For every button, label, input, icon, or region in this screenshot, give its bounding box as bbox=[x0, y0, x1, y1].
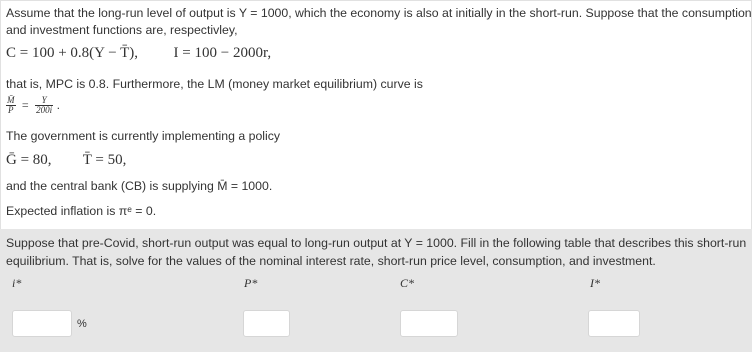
government-spending: Ḡ = 80, bbox=[6, 152, 52, 168]
lm-equals: = bbox=[21, 97, 29, 112]
task-line-2: equilibrium. That is, solve for the values of the nominal interest rate, short-run price level, consumption, and investment. bbox=[6, 254, 656, 268]
central-bank-text: and the central bank (CB) is supplying M̄ = 1000. bbox=[6, 179, 273, 193]
expected-inflation-text: Expected inflation is πᵉ = 0. bbox=[6, 204, 157, 218]
policy-text: The government is currently implementing a policy bbox=[6, 129, 281, 143]
lm-rhs-fraction bbox=[35, 96, 53, 115]
lm-rhs-numerator: Y bbox=[35, 96, 53, 106]
interest-rate-input[interactable] bbox=[12, 310, 72, 337]
policy-values-row bbox=[6, 152, 126, 168]
equations-row bbox=[6, 45, 271, 61]
lm-end: . bbox=[56, 97, 60, 112]
lm-curve-equation bbox=[6, 96, 60, 120]
lm-lhs-denominator: P bbox=[8, 105, 14, 115]
investment-equation: I = 100 − 2000r, bbox=[173, 45, 272, 61]
lm-lhs-fraction bbox=[6, 96, 16, 115]
taxes: T̄ = 50, bbox=[82, 152, 127, 168]
header-interest-rate: i* bbox=[12, 276, 22, 290]
intro-line-2: and investment functions are, respectivley, bbox=[6, 23, 238, 37]
percent-unit: % bbox=[77, 318, 87, 330]
consumption-input[interactable] bbox=[400, 310, 458, 337]
investment-input[interactable] bbox=[588, 310, 640, 337]
task-line-1: Suppose that pre-Covid, short-run output was equal to long-run output at Y = 1000. Fill in the following table that describes this short-run bbox=[6, 236, 747, 250]
mpc-text: that is, MPC is 0.8. Furthermore, the LM (money market equilibrium) curve is bbox=[6, 77, 423, 91]
price-level-input[interactable] bbox=[243, 310, 290, 337]
lm-rhs-denominator: 200i bbox=[36, 105, 53, 115]
header-price-level: P* bbox=[244, 276, 258, 290]
intro-line-1: Assume that the long-run level of output is Y = 1000, which the economy is also at initially in the short-run. Suppose that the consumption bbox=[6, 6, 752, 20]
header-investment: I* bbox=[590, 276, 600, 290]
header-consumption: C* bbox=[400, 276, 415, 290]
lm-lhs-numerator: M̄ bbox=[7, 95, 15, 105]
consumption-equation: C = 100 + 0.8(Y − T̄), bbox=[6, 45, 139, 61]
